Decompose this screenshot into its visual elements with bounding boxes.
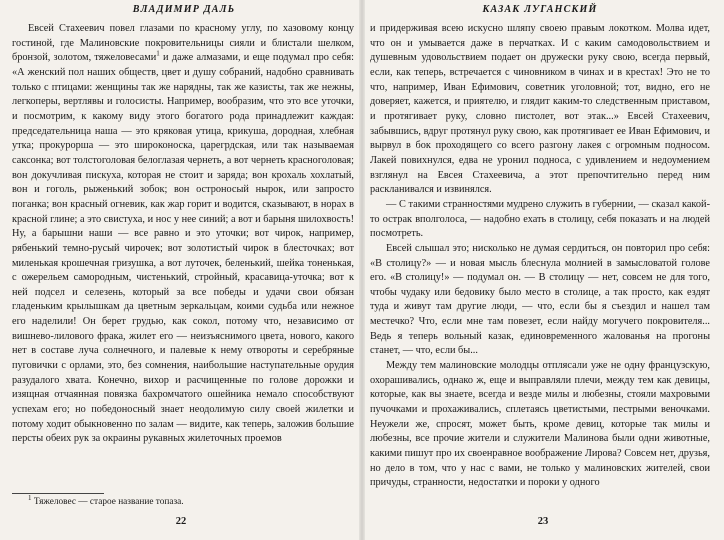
right-paragraph-dialogue: — С такими странностями мудрено служить в губернии, — сказал какой-то острак вполголоса, — надобно ехать в столицу, себя показать и на людей посмотреть. [370,198,710,240]
right-paragraph-continued: и придерживая всею искусно шляпу своею правым локотком. Молва идет, что он и умывается даже в перчатках. И с каким самодовольствием и душевным удовольствием подает он дружески руку свою, всегда первый, если, как теперь, встречается с чиновником в чинах и в крестах! Это не то что, например, Иван Ефимович, советник уголовной; тот, видно, его не доверяет, кажется, и приятелю, и глядит каким-то следственным приставом, и протягивает руку, словно пистолет, вот этак...» Евсей Стахеевич, забывшись, вдруг протянул руку свою, как протягивает ее Иван Ефимович, и вырвул в бок проходящего со всего разгону лакея с огромным подносом. Лакей повихнулся, едва не уронил подноса, с удивлением и недоумением взглянул на Евсея Стахеевича, а этот препочтительно перед ним раскланивался и извинялся. [370,23,710,196]
left-paragraph-start: Евсей Стахеевич повел глазами по красному углу, по хазовому концу гостиной, где Малиновские покровительницы сияли и блистали шелком, бронзой, золотом, тяжеловесами [12,23,354,64]
footnote-number: 1 [28,493,32,502]
page-number-left: 22 [175,516,187,527]
footnote [12,493,354,507]
right-paragraph-thoughts: Евсей слышал это; нисколько не думая сердиться, он повторил про себя: «В столицу?» — и новая мысль блеснула молнией в замысловатой голове его. «В столицу!» — подумал он. — В столицу — нет, совсем не для того, чтобы чудаку или бедовику было место в столице, а так просто, как ездят туда и живут там другие люди, — что, если бы я съездил и нашел там местечко? Что, если мне там повезет, если найду могучего покровителя... Ведь я теперь вольный казак, единовременного жалованья на прогоны станет, — что, если бы... [370,242,710,357]
left-paragraph-rest: и даже алмазами, и еще подумал про себя: «А женский пол наших обществ, цвет и душу собраний, надобно сравнивать только с птицами: женщины так же нарядны, так же казисты, так же нежны, легкоперы, вертлявы и голосисты. Например, вообразим, что это все уточки, и посмотрим, к какому виду этого богатого рода принадлежит каждая: председательница наша — это кряковая утица, крикуша, дородная, хлебная утка; прокурорша — это широконоска, царегрдская, или так называемая саксонка; вот толстоголовая белоглазая чернеть, а вот чернеть красноголовая; вон докучливая пискуха, которая не стоит и заряда; вон крохаль хохлатый, вон и гоголь, рыженький зобок; вон остроносый нырок, или запросто поганка; вон красный огневик, как жар горит и водится, сказывают, в норах в красной глине; а это свистуха, и нос у нее синий; а вот и барыня шилохвость! Ну, а барышни наши — все равно и это уточки; вот чирок, например, рябенький темно-русый чирочек; вот золотистый чирок в блесточках; вот миленькая крошечная гризушка, а вот луточек, беленький, шейка тоненькая, с ожерельем самородным, чистенький, стройный, красавица-уточка; вот к ней подсел и селезень, который за все победы и удачи свои обязан гладеньким крылышкам да цветным зеркальцам, коими судьба или нежное его наделили! Он берет грудью, как сокол, потому что, независимо от вишнево-лилового фрака, жилет его — неизъяснимого цвета, нового, какого нет в составе луча солнечного, и палевые к нему отвороты и серебряные пуговички с орлами, это, без сомнения, наибольшие наступательные орудия разудалого хвата. Конечно, вихор и расчищенные по голове дорожки и изящная отчаянная повязка бахромчатого ошейника немало способствуют успехам его; но победоносный знает неодолимую силу своей жилетки и потому ходит обыкновенно по залам — видите, как теперь, заложив большие персты обеих рук за окраины рукавных жилеточных проемов [12,52,355,445]
right-paragraph-narration: Между тем малиновские молодцы отплясали уже не одну французскую, охорашивались, однако ж, еще и выправляли плечи, между тем как девицы, которые, как вы знаете, всегда и везде милы и любезны, стояли махровыми пучочками и прохаживались, сплетаясь цветистыми, пестрыми веночками. Неужели же, спросят, может быть, кроме девиц, которые так милы и любезны, все прочие жители и служители Малинова были одни животные, какими пишут про их своенравное воображение Лирова? Совсем нет, друзья, но дело в том, что у нас с вами, не только у малиновских жителей, свои причуды, странности, недостатки и пороки у одного [370,360,710,489]
running-head-title: КАЗАК ЛУГАНСКИЙ [482,4,598,15]
right-body-text [370,22,710,491]
left-paragraph [12,22,354,447]
left-body-text [12,22,354,447]
footnote-text: Тяжеловес — старое название топаза. [33,497,184,507]
footnote-divider [12,493,104,494]
right-page [362,0,724,540]
page-number-right: 23 [537,516,549,527]
footnote-marker: 1 [156,49,160,58]
running-head-author: ВЛАДИМИР ДАЛЬ [132,4,236,15]
